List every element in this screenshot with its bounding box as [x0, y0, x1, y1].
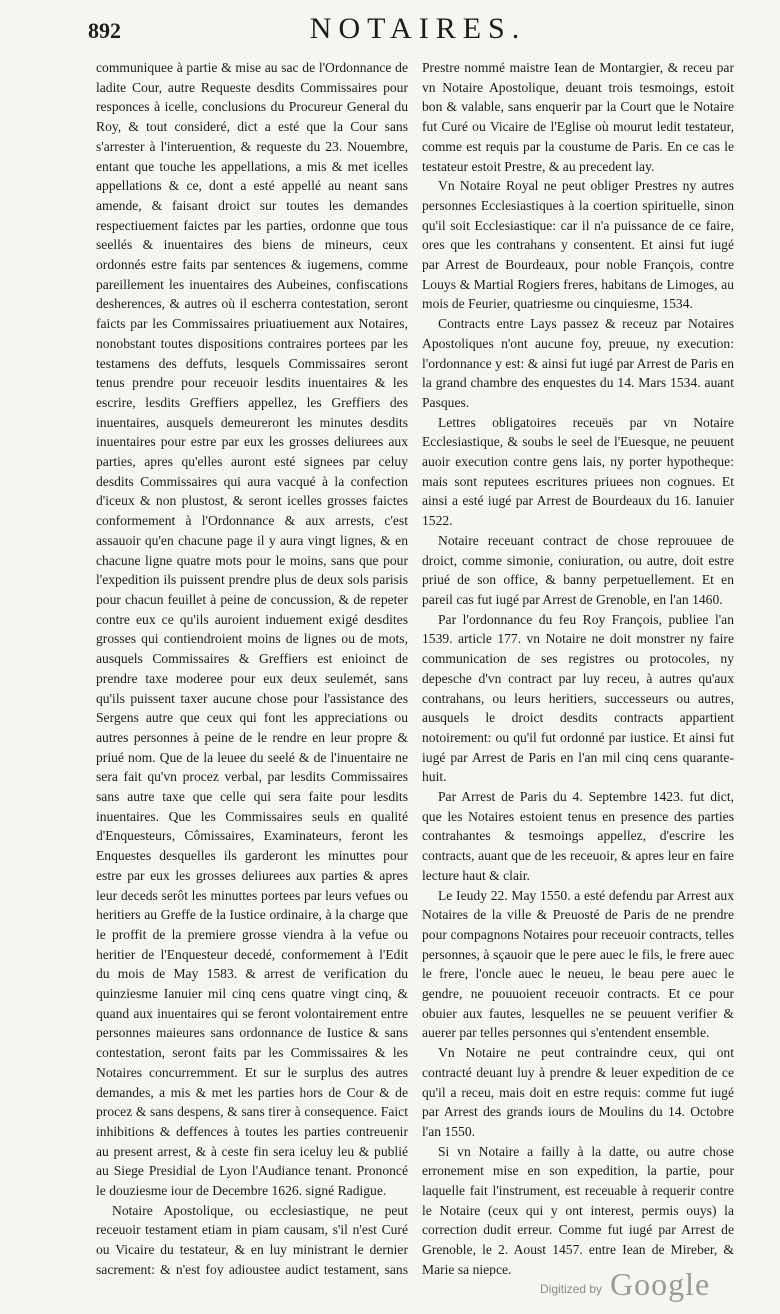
right-column: [422, 58, 734, 1276]
page-header: [86, 12, 750, 46]
paragraph: Prestre nommé maistre Iean de Montargier, & receu par vn Notaire Apostolique, deuant trois tesmoings, estoit bon & valable, sans enquerir par la Court que le Notaire fut Curé ou Vicaire de l'Eglise où mourut ledit testateur, comme est requis par la coustume de Paris. En ce cas le testateur estoit Prestre, & au precedent lay.: [422, 60, 734, 174]
paragraph: Notaire Apostolique, ou ecclesiastique, ne peut receuoir testament etiam in piam causam, s'il n'est Curé ou Vicaire du testateur, & en luy ministrant le dernier sacrement: & n'est foy adioustee audict testament, sans: [96, 1202, 408, 1276]
paragraph: communiquee à partie & mise au sac de l'Ordonnance de ladite Cour, autre Requeste desdits Commissaires pour responces à icelle, conclusions du Procureur General du Roy, & tout consideré, dict a esté que la Cour sans s'arrester à l'interuention, & requeste du 23. Nouembre, entant que touche les appellations, a mis & met icelles appellations & ce, dont a esté appellé au neant sans amende, & faisant droict sur toutes les demandes respectiuement faictes par les parties, ordonne que tous seellés & inuentaires des biens de mineurs, ceux ordonnés estre faits par sentences & iugemens, comme pareillement les inuentaires des Aubeines, confiscations desherences, & autres où il escherra contestation, seront faicts par les Commissaires priuatiuement aux Notaires, nonobstant toutes dispositions contraires portees par les testamens des deffuts, lesquels Commissaires seront tenus prendre pour receuoir lesdits inuentaires & les escrire, lesdits Greffiers appellez, les Greffiers des inuentaires, ausquels demeureront les minutes desdits inuentaires pour estre par eux les grosses deliurees aux parties, apres qu'elles auront esté signees par celuy desdits Commissaires qui aura vacqué à la confection d'iceux & non plustost, & seront icelles grosses faictes conformement à l'Ordonnance & aux arrests, c'est assauoir qu'en chacune page il y aura vingt lignes, & en chacune ligne quatre mots pour le moins, sans que pour l'expedition ils puissent prendre plus de deux sols parisis pour chacun feuillet à peine de concussion, & de repeter contre eux ce qu'ils auroient induement exigé desdites grosses qui contiendroient moins de lignes ou de mots, ausquels Commissaires & Greffiers est enioinct de prendre taxe moderee pour eux deux seulemét, sans qu'ils puissent taxer aucune chose pour l'assistance des Sergens autre que ceux qui font les appreciations ou autres personnes à peine de le rendre en leur propre & priué nom. Que de la leuee du seelé & de l'inuentaire ne sera fait qu'vn procez verbal, par lesdits Commissaires sans autre taxe que celle qui sera faite pour lesdits inuentaires. Que les Commissaires seuls en qualité d'Enquesteurs, Cômissaires, Examinateurs, feront les Enquestes desquelles ils garderont les minuttes pour estre par eux les grosses deliurees aux parties & apres leur deceds serôt les minuttes portees par leurs vefues ou heritiers au Greffe de la Iustice ordinaire, à la charge que le proffit de la premiere grosse viendra à la vefue ou heritier de l'Enquesteur decedé, conformement à l'Edit du mois de May 1583. & arrest de verification du quinziesme Ianuier mil cinq cens quatre vingt cinq, & quand aux inuentaires qui se feront volontairement entre personnes maieures sans ordonnance de Iustice & sans contestation, seront faits par les Commissaires & les Notaires concurremment. Et sur le surplus des autres demandes, a mis & met les parties hors de Cour & de procez & sans despens, & sans tirer à consequence. Faict inhibitions & deffences à toutes les parties contreuenir au present arrest, & à ceste fin sera iceluy leu & publié au Siege Presidial de Lyon l'Audiance tenant. Prononcé le douziesme iour de Decembre 1626. signé Radigue.: [96, 60, 408, 1199]
paragraph: Lettres obligatoires receuës par vn Notaire Ecclesiastique, & soubs le seel de l'Euesque, ne peuuent auoir execution contre gens lais, ny porter hypotheque: mais sont reputees escritures priuees non cognues. Et ainsi a esté iugé par Arrest de Bourdeaux du 16. Ianuier 1522.: [422, 414, 734, 529]
paragraph: Par l'ordonnance du feu Roy François, publiee l'an 1539. article 177. vn Notaire ne doit monstrer ny faire communication de ses registres ou protocoles, ny depesche d'vn contract par luy receu, à autres qu'aux contrahans, ou leurs heritiers, successeurs ou autres, ausquels le droict desdits contracts appartient notoirement: ou qu'il fut ordonné par iustice. Et ainsi fut iugé par Arrest de Paris en l'an mil cinq cens quarante-huit.: [422, 611, 734, 785]
left-column: [96, 58, 408, 1276]
digitized-watermark: [540, 1266, 750, 1306]
paragraph: Vn Notaire Royal ne peut obliger Prestres ny autres personnes Ecclesiastiques à la coertion spirituelle, sinon qu'il soit Ecclesiastique: car il n'a puissance de ce faire, ores que les contrahans y consentent. Et ainsi fut iugé par Arrest de Bourdeaux, pour noble François, contre Louys & Martial Rogiers freres, habitans de Limoges, au mois de Feurier, quatriesme ou cinquiesme, 1534.: [422, 178, 734, 312]
paragraph: Si vn Notaire a failly à la datte, ou autre chose erronement mise en son expedition, la partie, pour laquelle fait l'instrument, est receuable à requerir contre le Notaire (ceux qui y ont interest, permis ouys) la correction dudit erreur. Comme fut iugé par Arrest de Grenoble, le 2. Aoust 1457. entre Iean de Mireber, & Marie sa niepce.: [422, 1143, 734, 1276]
digitized-by-text: Digitized by: [540, 1282, 603, 1296]
paragraph: Vn Notaire ne peut contraindre ceux, qui ont contracté deuant luy à prendre & leuer expedition de ce qu'il a receu, mais doit en estre requis: comme fut iugé par Arrest des grands iours de Moulins du 14. Octobre l'an 1550.: [422, 1045, 734, 1139]
paragraph: Par Arrest de Paris du 4. Septembre 1423. fut dict, que les Notaires estoient tenus en presence des parties contrahantes & tesmoings appellez, d'escrire les contracts, auant que de les receuoir, & apres leur en faire lecture haut & clair.: [422, 789, 734, 883]
paragraph: Contracts entre Lays passez & receuz par Notaires Apostoliques n'ont aucune foy, preuue, ny execution: l'ordonnance y est: & ainsi fut iugé par Arrest de Paris en la grand chambre des enquestes du 14. Mars 1534. auant Pasques.: [422, 316, 734, 410]
running-head: NOTAIRES.: [309, 12, 527, 45]
google-logo: Google: [610, 1266, 711, 1302]
paragraph: Le Ieudy 22. May 1550. a esté defendu par Arrest aux Notaires de la ville & Preuosté de Paris de ne prendre pour compagnons Notaires pour receuoir contracts, telles personnes, à sçauoir que le pere auec le fils, le frere auec le frere, l'oncle auec le neueu, le beau pere auec le gendre, ne pouuoient receuoir contracts. Et ce pour obuier aux fautes, lesquelles ne se peuuent verifier & auerer par telles personnes qui s'entendent ensemble.: [422, 887, 734, 1041]
page-number: 892: [88, 18, 121, 43]
paragraph: Notaire receuant contract de chose reprouuee de droict, comme simonie, coniuration, ou autre, doit estre priué de son office, & banny perpetuellement. Et en pareil cas fut iugé par Arrest de Grenoble, en l'an 1460.: [422, 532, 734, 607]
